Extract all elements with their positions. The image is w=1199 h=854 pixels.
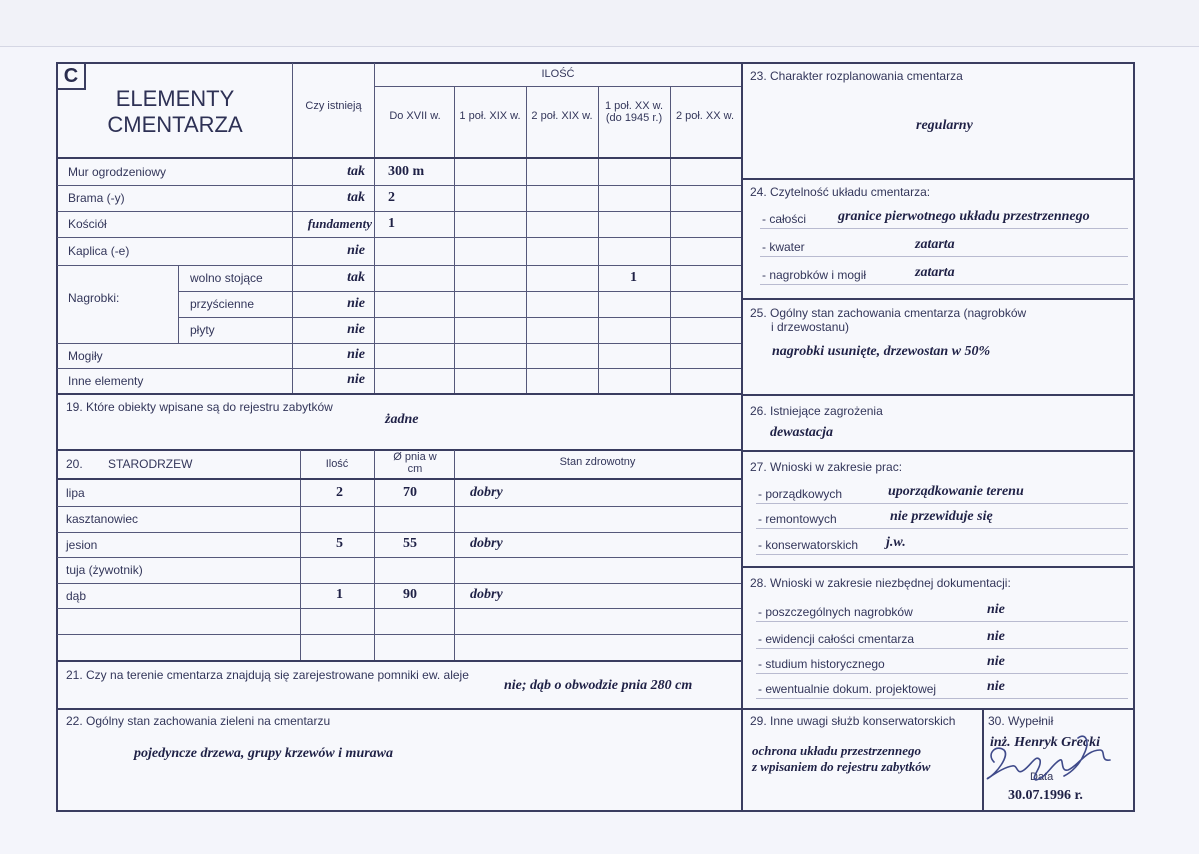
tree-row-diam: 70: [403, 484, 417, 500]
q27_items-item-label: - porządkowych: [758, 487, 843, 501]
tree-row-health: dobry: [470, 536, 503, 551]
q28_items-item-label: - poszczególnych nagrobków: [758, 605, 913, 619]
element-row-qty-xvii: 2: [388, 189, 395, 205]
tree-row-health: dobry: [470, 484, 503, 500]
col-period-2: 1 poł. XIX w.: [459, 110, 521, 122]
q30-name: inż. Henryk Grecki: [990, 735, 1101, 750]
table-title-line1: ELEMENTY: [115, 86, 235, 111]
tree-row-name: jesion: [66, 537, 98, 552]
q29-label: 29. Inne uwagi służb konserwatorskich: [750, 714, 956, 728]
q27_items-item-rule: [756, 528, 1128, 529]
q26-label: 26. Istniejące zagrożenia: [750, 404, 883, 418]
tree-row-name: lipa: [66, 486, 85, 500]
q28_items-item-rule: [756, 648, 1128, 649]
q24_items-item-label: - całości: [762, 212, 807, 226]
q28-label: 28. Wnioski w zakresie niezbędnej dokumentacji:: [750, 576, 1011, 590]
q24_items-item-label: - nagrobków i mogił: [762, 268, 867, 282]
nagrobki-sub-divider: [178, 265, 179, 343]
col-line-q2: [454, 86, 455, 393]
signature-image: [960, 720, 1120, 790]
q22-value: pojedyncze drzewa, grupy krzewów i murawa: [134, 746, 394, 761]
tree-row-diam: 90: [403, 587, 417, 602]
q28_items-item-value: nie: [987, 602, 1005, 617]
q28_items-item-value: nie: [987, 679, 1005, 694]
element-row-exists: nie: [347, 295, 365, 311]
element-row-label: Mogiły: [68, 348, 103, 363]
q28_items-item-rule: [756, 621, 1128, 622]
q23-label: 23. Charakter rozplanowania cmentarza: [750, 69, 963, 83]
q24_items-item-value: granice pierwotnego układu przestrzennego: [838, 209, 1090, 224]
q27_items-item-value: uporządkowanie terenu: [888, 484, 1024, 499]
element-row-line: [179, 317, 741, 318]
q27_items-item-label: - konserwatorskich: [758, 538, 859, 552]
tree-row-qty: 1: [336, 587, 343, 602]
line-27-top: [742, 450, 1134, 452]
q30-label: 30. Wypełnił: [988, 714, 1054, 728]
element-row-exists: nie: [347, 372, 365, 387]
element-row-qty-xvii: 300 m: [388, 163, 425, 179]
section-letter: C: [63, 65, 79, 87]
qty-header-line: [375, 86, 741, 87]
element-row-label: wolno stojące: [190, 271, 263, 285]
q24_items-item-rule: [760, 256, 1128, 257]
q21-value: nie; dąb o obwodzie pnia 280 cm: [504, 678, 693, 693]
element-row-exists: tak: [347, 269, 365, 285]
col-line-q4: [598, 86, 599, 393]
col-exists-header: Czy istnieją: [305, 100, 362, 112]
element-row-line: [57, 343, 741, 344]
line-25-top: [742, 298, 1134, 300]
q28_items-item-value: nie: [987, 629, 1005, 644]
q28_items-item-rule: [756, 673, 1128, 674]
q24_items-item-label: - kwater: [762, 240, 805, 254]
trees-header-bottom: [57, 478, 741, 480]
q24-label: 24. Czytelność układu cmentarza:: [750, 185, 931, 199]
tree-row-line: [57, 583, 741, 584]
q27-label: 27. Wnioski w zakresie prac:: [750, 460, 903, 474]
tree-row-health: dobry: [470, 587, 503, 602]
element-row-label: płyty: [190, 323, 215, 337]
line-29-top: [742, 708, 1134, 710]
q24_items-item-value: zatarta: [915, 265, 955, 280]
q26-value: dewastacja: [770, 425, 833, 440]
q22-label: 22. Ogólny stan zachowania zieleni na cmentarzu: [66, 714, 331, 728]
col-qty-header: ILOŚĆ: [541, 68, 575, 80]
half-divider: [741, 62, 743, 812]
line-22-top: [57, 708, 741, 710]
q28_items-item-label: - ewidencji całości cmentarza: [758, 632, 915, 646]
q25-label-1: 25. Ogólny stan zachowania cmentarza (nagrobków: [750, 306, 1027, 320]
tree-row-line: [57, 506, 741, 507]
q24_items-item-rule: [760, 228, 1128, 229]
line-26-top: [742, 394, 1134, 396]
q25-value: nagrobki usunięte, drzewostan w 50%: [772, 344, 991, 359]
element-row-label: Kaplica (-e): [68, 244, 130, 258]
element-row-line: [57, 237, 741, 238]
element-row-exists: tak: [347, 163, 365, 179]
trees-health-header: Stan zdrowotny: [559, 456, 636, 468]
nagrobki-label: Nagrobki:: [68, 291, 120, 305]
table-title: [60, 86, 290, 138]
tree-row-line: [57, 634, 741, 635]
q19-label: 19. Które obiekty wpisane są do rejestru zabytków: [66, 400, 333, 414]
q27_items-item-rule: [756, 503, 1128, 504]
trees-title: STARODRZEW: [108, 457, 193, 471]
element-row-qty-xx-1: 1: [630, 269, 637, 285]
tree-row-qty: 2: [336, 484, 343, 500]
trees-diam-header: Ø pnia w cm: [393, 451, 437, 475]
q28_items-item-rule: [756, 698, 1128, 699]
tree-row-line: [57, 557, 741, 558]
tree-row-qty: 5: [336, 536, 343, 551]
q28_items-item-value: nie: [987, 654, 1005, 669]
tree-row-line: [57, 532, 741, 533]
q27_items-item-rule: [756, 554, 1128, 555]
q28_items-item-label: - studium historycznego: [758, 657, 885, 671]
q30-date: 30.07.1996 r.: [1008, 788, 1083, 803]
q19-value: żadne: [385, 412, 419, 427]
header-bottom-line: [57, 157, 741, 159]
element-row-line: [57, 185, 741, 186]
col-period-5: 2 poł. XX w.: [675, 110, 735, 122]
element-row-line: [57, 368, 741, 369]
q30-date-label: Data: [1030, 771, 1054, 783]
trees-col-diam: [374, 450, 375, 660]
tree-row-name: dąb: [66, 588, 87, 603]
q23-value: regularny: [916, 118, 973, 133]
element-row-label: Mur ogrodzeniowy: [68, 165, 167, 179]
element-row-label: Kościół: [68, 217, 107, 231]
col-period-1: Do XVII w.: [389, 110, 441, 122]
element-row-qty-xvii: 1: [388, 215, 395, 231]
element-row-line: [57, 211, 741, 212]
tree-row-line: [57, 608, 741, 609]
element-row-label: przyścienne: [190, 297, 255, 311]
form-frame: [56, 62, 1135, 812]
element-row-exists: fundamenty: [307, 215, 372, 231]
col-line-q3: [526, 86, 527, 393]
trees-col-health: [454, 450, 455, 660]
q24_items-item-rule: [760, 284, 1128, 285]
q25-label-2: i drzewostanu): [771, 320, 850, 334]
col-line-q5: [670, 86, 671, 393]
element-row-line: [179, 291, 741, 292]
trees-qty-header: Ilość: [325, 458, 349, 470]
element-row-label: Inne elementy: [68, 373, 144, 388]
element-row-exists: nie: [347, 321, 365, 337]
tree-row-name: kasztanowiec: [66, 512, 139, 526]
element-row-exists: nie: [347, 242, 365, 258]
q27_items-item-label: - remontowych: [758, 512, 837, 526]
tree-row-name: tuja (żywotnik): [66, 563, 143, 577]
element-row-exists: nie: [347, 347, 365, 362]
table-title-line2: CMENTARZA: [107, 112, 243, 137]
sheet-top-edge: [0, 0, 1199, 47]
trees-num: 20.: [66, 457, 83, 471]
line-28-top: [742, 566, 1134, 568]
element-row-label: Brama (-y): [68, 191, 125, 205]
q21-label: 21. Czy na terenie cmentarza znajdują się zarejestrowane pomniki ew. aleje: [66, 668, 469, 682]
element-row-exists: tak: [347, 189, 365, 205]
line-24-top: [742, 178, 1134, 180]
q29-value-2: z wpisaniem do rejestru zabytków: [752, 759, 931, 774]
q27_items-item-value: nie przewiduje się: [890, 509, 993, 524]
line-21-top: [57, 660, 741, 662]
line-19-top: [57, 393, 741, 395]
q29-value-1: ochrona układu przestrzennego: [752, 743, 922, 758]
q27_items-item-value: j.w.: [886, 535, 906, 550]
trees-col-qty: [300, 450, 301, 660]
element-row-line: [57, 265, 741, 266]
q24_items-item-value: zatarta: [915, 237, 955, 252]
tree-row-diam: 55: [403, 536, 417, 551]
q28_items-item-label: - ewentualnie dokum. projektowej: [758, 682, 937, 696]
col-period-4: 1 poł. XX w. (do 1945 r.): [604, 100, 664, 124]
col-period-3: 2 poł. XIX w.: [531, 110, 593, 122]
